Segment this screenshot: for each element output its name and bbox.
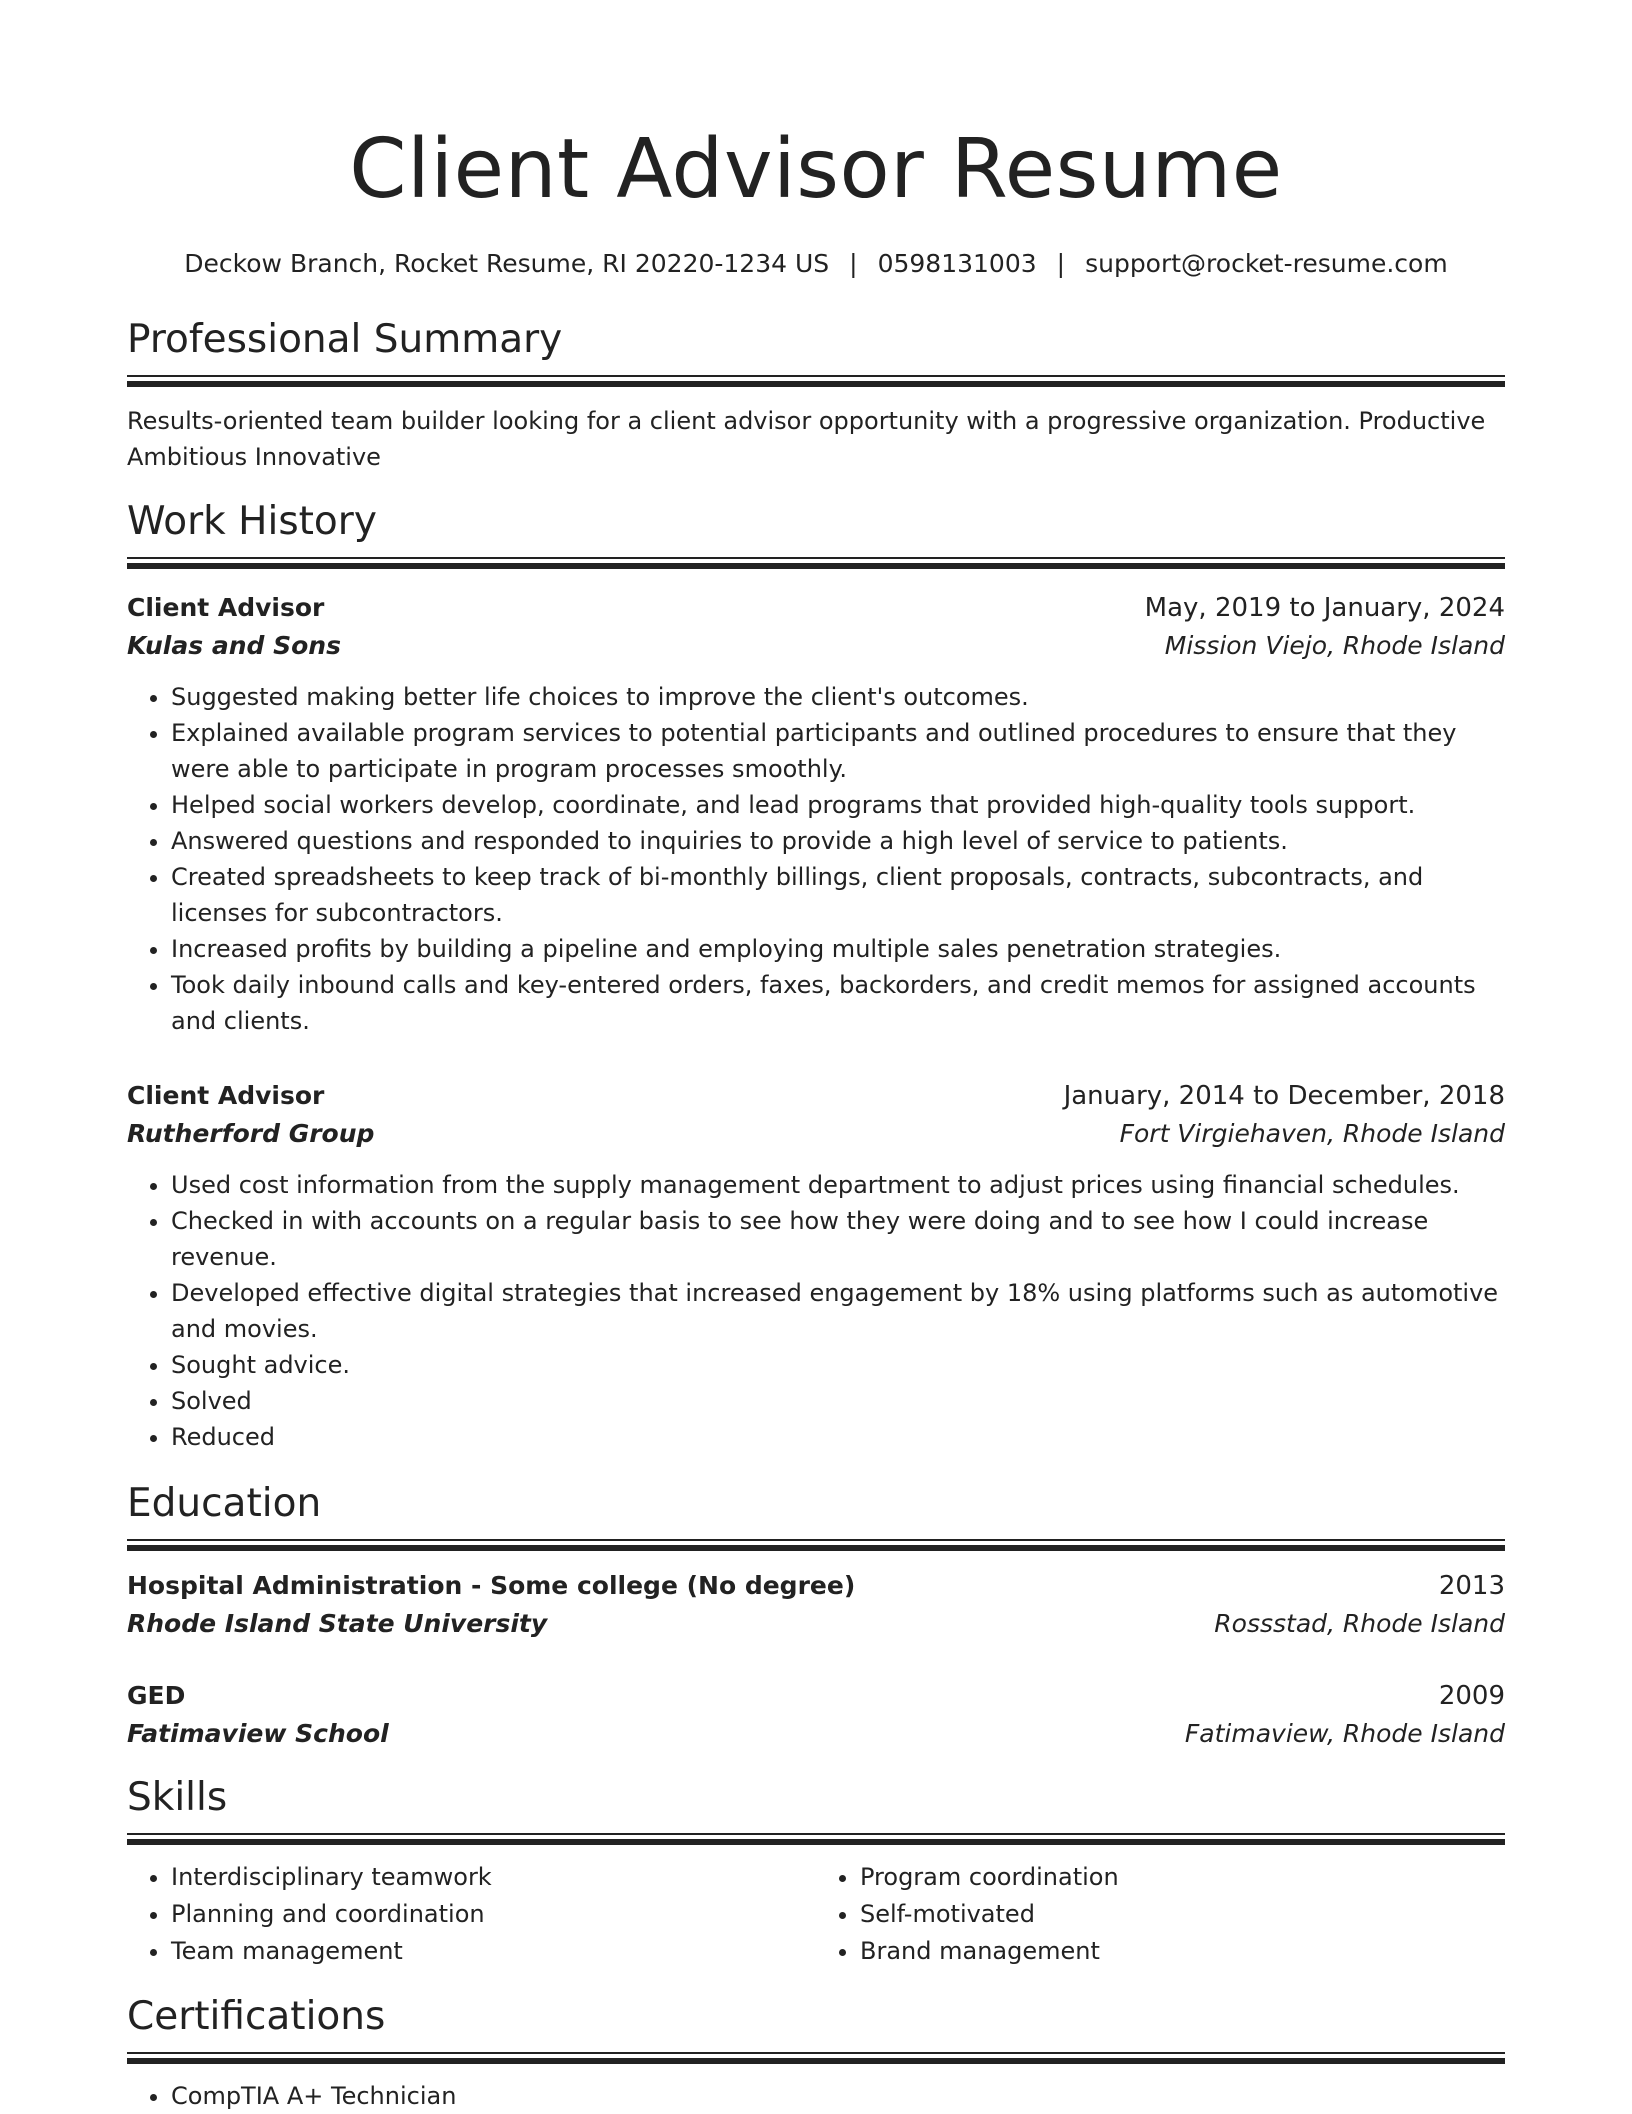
contact-email: support@rocket-resume.com — [1085, 249, 1448, 278]
skill-item: • Team management — [171, 1933, 816, 1970]
job-bullet: • Explained available program services to potential participants and outlined procedures to ensure that they were able to participate in program processes smoothly. — [171, 715, 1505, 787]
job-company-row — [127, 1115, 1505, 1153]
skills-column-right — [816, 1859, 1505, 1970]
skill-item: • Self-motivated — [860, 1896, 1505, 1933]
job-bullet: • Created spreadsheets to keep track of bi-monthly billings, client proposals, contracts, subcontracts, and licenses for subcontractors. — [171, 859, 1505, 931]
contact-address: Deckow Branch, Rocket Resume, RI 20220-1234 US — [184, 249, 830, 278]
section-divider — [127, 375, 1505, 387]
certifications-list — [127, 2078, 1505, 2114]
job-header-row — [127, 1077, 1505, 1115]
skill-item: • Interdisciplinary teamwork — [171, 1859, 816, 1896]
job-dates: January, 2014 to December, 2018 — [1063, 1081, 1505, 1111]
contact-line — [127, 247, 1505, 281]
certification-item: • CompTIA A+ Technician — [171, 2078, 1505, 2114]
certifications-section — [127, 1992, 1505, 2114]
job-header-row — [127, 589, 1505, 627]
summary-section — [127, 315, 1505, 475]
job-company-row — [127, 627, 1505, 665]
certifications-heading: Certifications — [127, 1994, 386, 2039]
job-location: Fort Virgiehaven, Rhode Island — [1119, 1119, 1505, 1148]
education-degree: Hospital Administration - Some college (No degree) — [127, 1571, 856, 1600]
skills-section — [127, 1773, 1505, 1970]
job-bullets — [127, 679, 1505, 1039]
job-bullet: • Answered questions and responded to inquiries to provide a high level of service to patients. — [171, 823, 1505, 859]
job-bullet: • Developed effective digital strategies that increased engagement by 18% using platforms such as automotive and movies. — [171, 1275, 1505, 1347]
job-bullet: • Took daily inbound calls and key-entered orders, faxes, backorders, and credit memos for assigned accounts and clients. — [171, 967, 1505, 1039]
education-school-row — [127, 1715, 1505, 1753]
job-bullet: • Checked in with accounts on a regular basis to see how they were doing and to see how I could increase revenue. — [171, 1203, 1505, 1275]
summary-text: Results-oriented team builder looking for a client advisor opportunity with a progressive organization. Productive Ambitious Innovative — [127, 407, 1486, 471]
education-location: Rossstad, Rhode Island — [1214, 1609, 1505, 1638]
skills-heading: Skills — [127, 1775, 228, 1820]
education-heading: Education — [127, 1481, 322, 1526]
skills-grid — [127, 1859, 1505, 1970]
skills-column-left — [127, 1859, 816, 1970]
job-bullet: • Solved — [171, 1383, 1505, 1419]
contact-separator: | — [1056, 249, 1066, 278]
education-section — [127, 1479, 1505, 1753]
contact-phone: 0598131003 — [877, 249, 1037, 278]
job-entry — [127, 1077, 1505, 1455]
education-header-row — [127, 1677, 1505, 1715]
summary-heading: Professional Summary — [127, 317, 563, 362]
job-bullet: • Increased profits by building a pipeline and employing multiple sales penetration strategies. — [171, 931, 1505, 967]
job-bullets — [127, 1167, 1505, 1455]
job-location: Mission Viejo, Rhode Island — [1164, 631, 1505, 660]
section-divider — [127, 1833, 1505, 1845]
job-dates: May, 2019 to January, 2024 — [1144, 593, 1505, 623]
section-divider — [127, 1539, 1505, 1551]
education-entry — [127, 1567, 1505, 1643]
education-degree: GED — [127, 1681, 186, 1710]
job-bullet: • Used cost information from the supply management department to adjust prices using financial schedules. — [171, 1167, 1505, 1203]
resume-title: Client Advisor Resume — [349, 122, 1283, 217]
education-school: Rhode Island State University — [127, 1609, 548, 1638]
job-company: Kulas and Sons — [127, 631, 341, 660]
work-history-section — [127, 497, 1505, 1455]
section-divider — [127, 557, 1505, 569]
contact-separator: | — [849, 249, 858, 278]
job-bullet: • Reduced — [171, 1419, 1505, 1455]
job-entry — [127, 589, 1505, 1039]
job-bullet: • Suggested making better life choices to improve the client's outcomes. — [171, 679, 1505, 715]
job-title: Client Advisor — [127, 593, 325, 622]
skill-item: • Planning and coordination — [171, 1896, 816, 1933]
skill-item: • Brand management — [860, 1933, 1505, 1970]
skill-item: • Program coordination — [860, 1859, 1505, 1896]
section-divider — [127, 2052, 1505, 2064]
education-location: Fatimaview, Rhode Island — [1184, 1719, 1505, 1748]
job-bullet: • Sought advice. — [171, 1347, 1505, 1383]
education-header-row — [127, 1567, 1505, 1605]
work-history-heading: Work History — [127, 499, 377, 544]
education-school-row — [127, 1605, 1505, 1643]
education-school: Fatimaview School — [127, 1719, 389, 1748]
education-year: 2013 — [1438, 1571, 1505, 1601]
education-year: 2009 — [1438, 1681, 1505, 1711]
education-entry — [127, 1677, 1505, 1753]
job-title: Client Advisor — [127, 1081, 325, 1110]
job-bullet: • Helped social workers develop, coordinate, and lead programs that provided high-quality tools support. — [171, 787, 1505, 823]
job-company: Rutherford Group — [127, 1119, 375, 1148]
